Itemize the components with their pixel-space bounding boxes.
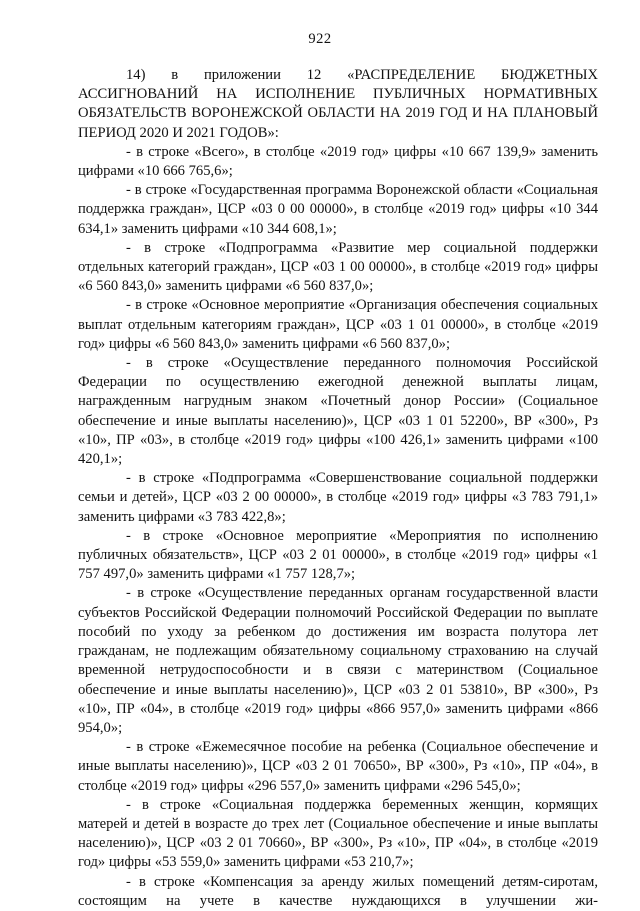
page-number: 922 [308,31,332,47]
paragraph-donor-payment: - в строке «Осуществление переданного полномочия Российской Федерации по осуществлению ежегодной денежной выплаты лицам, награжденным нагрудным знаком «Почетный донор России» (Социальное обеспечение и иные выплаты населению)», ЦСР «03 1 01 52200», ВР «300», Рз «10», ПР «03», в столбце «2019 год» цифры «100 426,1» заменить цифрами «100 420,1»; [78,355,598,468]
paragraph-main-activity-payments: - в строке «Основное мероприятие «Организация обеспечения социальных выплат отдельным категориям граждан», ЦСР «03 1 01 00000», в столбце «2019 год» цифры «6 560 843,0» заменить цифрами «6 560 837,0»; [78,297,598,352]
paragraph-main-activity-public-obligations: - в строке «Основное мероприятие «Мероприятия по исполнению публичных обязательств», ЦСР «03 2 01 00000», в столбце «2019 год» цифры «1 757 497,0» заменить цифрами «1 757 128,7»; [78,527,598,583]
paragraph-pregnant-women-support: - в строке «Социальная поддержка беременных женщин, кормящих матерей и детей в возрасте до трех лет (Социальное обеспечение и иные выплаты населению)», ЦСР «03 2 01 70660», ВР «300», Рз «10», ПР «04», в столбце «2019 год» цифры «53 559,0» заменить цифрами «53 210,7»; [78,796,598,871]
paragraph-state-program: - в строке «Государственная программа Воронежской области «Социальная поддержка граждан», ЦСР «03 0 00 00000», в столбце «2019 год» цифры «10 344 634,1» заменить цифрами «10 344 608,1»; [78,182,598,237]
paragraph-heading-item-14: 14) в приложении 12 «РАСПРЕДЕЛЕНИЕ БЮДЖЕТНЫХ АССИГНОВАНИЙ НА ИСПОЛНЕНИЕ ПУБЛИЧНЫХ НОРМАТИВНЫХ ОБЯЗАТЕЛЬСТВ ВОРОНЕЖСКОЙ ОБЛАСТИ НА 2019 ГОД И НА ПЛАНОВЫЙ ПЕРИОД 2020 И 2021 ГОДОВ»: [78,67,598,141]
paragraph-row-total: - в строке «Всего», в столбце «2019 год» цифры «10 667 139,9» заменить цифрами «10 666 765,6»; [78,143,598,180]
paragraph-subprogram-social-support: - в строке «Подпрограмма «Развитие мер социальной поддержки отдельных категорий граждан», ЦСР «03 1 00 00000», в столбце «2019 год» цифры «6 560 843,0» заменить цифрами «6 560 837,0»; [78,239,598,295]
paragraph-monthly-child-allowance: - в строке «Ежемесячное пособие на ребенка (Социальное обеспечение и иные выплаты населению)», ЦСР «03 2 01 70650», ВР «300», Рз «10», ПР «04», в столбце «2019 год» цифры «296 557,0» заменить цифрами «296 545,0»; [78,739,598,794]
paragraph-child-care-allowance: - в строке «Осуществление переданных органам государственной власти субъектов Российской Федерации полномочий Российской Федерации по выплате пособий по уходу за ребенком до достижения им возраста полутора лет гражданам, не подлежащим обязательному социальному страхованию на случай временной нетрудоспособности и в связи с материнством (Социальное обеспечение и иные выплаты населению)», ЦСР «03 2 01 53810», ВР «300», Рз «10», ПР «04», в столбце «2019 год» цифры «866 957,0» заменить цифрами «866 954,0»; [78,585,598,736]
paragraph-subprogram-family-support: - в строке «Подпрограмма «Совершенствование социальной поддержки семьи и детей», ЦСР «03 2 00 00000», в столбце «2019 год» цифры «3 783 791,1» заменить цифрами «3 783 422,8»; [78,470,598,525]
paragraph-housing-compensation: - в строке «Компенсация за аренду жилых помещений детям-сиротам, состоящим на учете в качестве нуждающихся в улучшении жи- [78,873,598,909]
document-body [78,66,598,911]
